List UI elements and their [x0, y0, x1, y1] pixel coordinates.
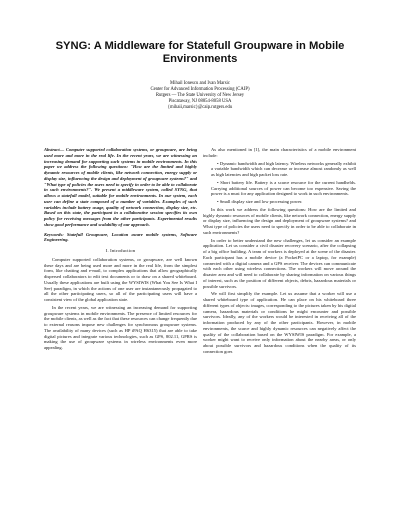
author-names: Mihail Ionescu and Ivan Marsic	[170, 81, 230, 86]
right-column	[203, 147, 356, 357]
affiliation-line-3: Piscataway, NJ 08854-8058 USA	[168, 99, 232, 104]
paper-title	[40, 40, 360, 66]
author-block	[60, 81, 340, 111]
title-line-1: SYNG: A Middleware for Statefull Groupware in Mobile	[55, 40, 345, 52]
left-column	[44, 147, 197, 353]
bullet-text-1: Dynamic bandwidth and high latency. Wireless networks generally exhibit a variable bandwidth which can decrease or increase almost randomly as well as high latencies and high packet loss rate.	[211, 160, 356, 177]
author-email: {mihaii,marsic}@caip.rutgers.edu	[167, 105, 233, 110]
bullet-text-2: Short battery life. Battery is a scarce resource for the current handhelds. Carrying additional sources of power can become too expensive. Saving the power is a must for any application designed to work in such environments.	[211, 179, 357, 197]
abstract: Abstract— Computer supported collaboration systems, or groupware, are being used more and more in the real life. In the recent years, we are witnessing an increasing demand for supporting such systems in mobile environments. In this paper we address the following questions: "How are the limited and highly dynamic resources of mobile clients, like network connection, energy supply or display size, influencing the design and deployment of groupware systems?" and "What type of policies the users need to specify in order to be able to collaborate in such environments?". We present a middleware system, called SYNG, that allows a statefull model, suitable for mobile environments. In our system, each user can define a state composed of a number of variables. Examples of such variables include battery usage, quality of network connection, display size, etc. Based on this state, the participant in a collaborative session specifies its own policy for receiving messages from the other participants. Experimental results show good performance and scalability of our approach.	[44, 147, 197, 227]
bullet-item-display: • Small display size and low processing power.	[217, 199, 303, 204]
keywords: Keywords: Statefull Groupware, Location aware mobile systems, Software Engineering.	[44, 231, 197, 243]
intro-paragraph-1: Computer supported collaboration systems, or groupware, are well known these days and are being used more and more in the real life, from the simplest form, like chatting and e-mail, to complex applications that allow geographically dispersed collaborators to edit text documents or to draw on a shared whiteboard. Usually these applications are built using the WYSIWIS (What You See Is What I See) paradigm, in which the actions of one user are instantaneously propagated to all the other participating users, so all of the participating users will have a consistent view of the global application state.	[44, 256, 197, 302]
bullet-item-battery: • Short battery life. Battery is a scarce resource for the current handhelds. Carrying additional sources of power can become too expensive. Saving the power is a must for any application designed to work in such environments.	[211, 179, 357, 197]
right-paragraph-3: In order to better understand the new challenges, let us consider an example application. Let us consider a civil disaster recovery scenario, after the collapsing of a big office building. A team of workers is deployed at the scene of the disaster. Each participant has a mobile device (a PocketPC or a laptop, for example) connected with a digital camera and a GPS receiver. The devices can communicate with each other using wireless connections. The workers will move around the disaster area and will need to collaborate by sharing information on various things of interest, such as the position of different objects, debris, hazardous materials or possible survivors.	[203, 237, 356, 289]
right-paragraph-4: We will first simplify the example. Let us assume that a worker will use a shared whiteboard type of application. He can place on his whiteboard three different types of objects: images, corresponding to the pictures taken by his digital camera, hazardous materials or conditions he might encounter and possible survivors. Ideally, any of the workers would be interested in receiving all of the information produced by any of the other participants. However, in mobile environments, the scarce and highly dynamic resources can negatively affect the quality of the collaboration based on the WYSIWIS paradigm. For example, a worker might want to receive only information about the nearby areas, or only about possible survivors and hazardous conditions when the quality of its connection goes	[203, 291, 356, 354]
intro-paragraph-2: In the recent years, we are witnessing an increasing demand for supporting groupware systems in mobile environments. The presence of limited resources for the mobile clients, as well as the fact that these resources can change frequently due to external reasons impose new challenges for synchronous groupware systems. The availability of many devices (such as HP iPAQ H6315) that are able to take digital pictures and integrate various technologies, such as GPS, 802.11, GPRS is making the use of groupware systems in wireless environments even more appealing.	[44, 304, 197, 350]
affiliation-line-2: Rutgers — The State University of New Jersey	[155, 93, 245, 98]
right-paragraph-1: As also mentioned in [1], the main characteristics of a mobile environment include:	[203, 147, 356, 158]
section-heading-introduction: I. Introduction	[105, 248, 136, 253]
bullet-text-3: Small display size and low processing power.	[219, 199, 303, 204]
affiliation-line-1: Center for Advanced Information Processing (CAIP)	[150, 87, 250, 92]
bullet-item-bandwidth: • Dynamic bandwidth and high latency. Wireless networks generally exhibit a variable bandwidth which can decrease or increase almost randomly as well as high latencies and high packet loss rate.	[211, 160, 356, 177]
title-line-2: Environments	[162, 53, 238, 65]
right-paragraph-2: In this work we address the following questions: How are the limited and highly dynamic resources of mobile clients, like network connection, energy supply or display size, influencing the design and deployment of groupware systems? and What type of policies the users need to specify in order to be able to collaborate in such environments?	[203, 206, 356, 235]
